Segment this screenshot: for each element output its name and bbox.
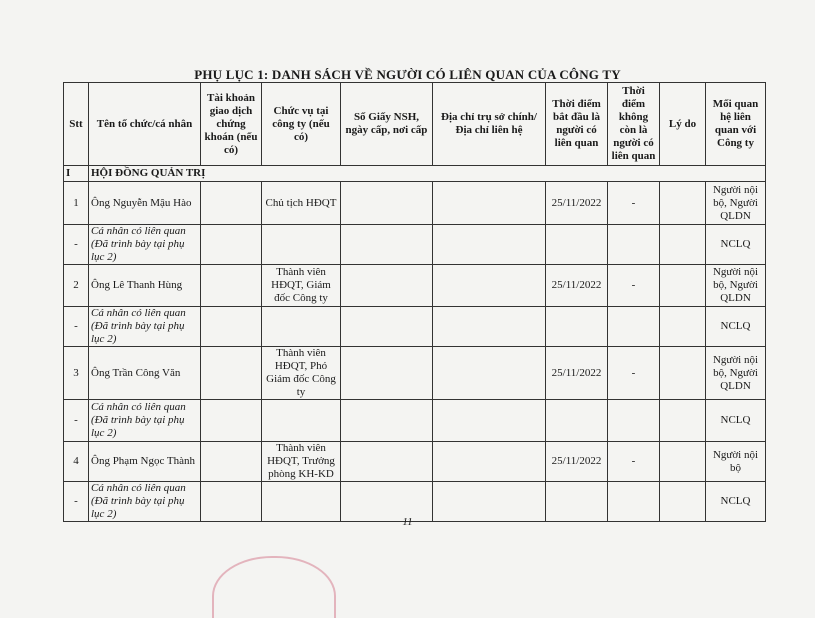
table-row bbox=[64, 347, 766, 400]
cell-end bbox=[608, 307, 660, 347]
cell-stt: - bbox=[64, 482, 89, 522]
cell-address bbox=[433, 400, 546, 442]
cell-relation: Người nội bộ, Người QLDN bbox=[706, 182, 766, 225]
page-number: 11 bbox=[402, 516, 413, 528]
cell-relation: Người nội bộ bbox=[706, 442, 766, 482]
cell-start bbox=[546, 307, 608, 347]
cell-relation: NCLQ bbox=[706, 307, 766, 347]
cell-end: - bbox=[608, 347, 660, 400]
cell-reason bbox=[660, 265, 706, 307]
cell-address bbox=[433, 265, 546, 307]
cell-start: 25/11/2022 bbox=[546, 182, 608, 225]
cell-name: Cá nhân có liên quan (Đã trình bày tại phụ lục 2) bbox=[89, 307, 201, 347]
cell-relation: NCLQ bbox=[706, 482, 766, 522]
cell-reason bbox=[660, 307, 706, 347]
cell-reason bbox=[660, 442, 706, 482]
cell-start: 25/11/2022 bbox=[546, 265, 608, 307]
cell-address bbox=[433, 442, 546, 482]
header-position: Chức vụ tại công ty (nếu có) bbox=[262, 83, 341, 166]
cell-stt: 4 bbox=[64, 442, 89, 482]
cell-start: 25/11/2022 bbox=[546, 347, 608, 400]
cell-position bbox=[262, 225, 341, 265]
header-account: Tài khoản giao dịch chứng khoán (nếu có) bbox=[201, 83, 262, 166]
table-row bbox=[64, 400, 766, 442]
cell-start: 25/11/2022 bbox=[546, 442, 608, 482]
page-title: PHỤ LỤC 1: DANH SÁCH VỀ NGƯỜI CÓ LIÊN QUAN CỦA CÔNG TY bbox=[194, 67, 621, 82]
cell-stt: 3 bbox=[64, 347, 89, 400]
header-reason: Lý do bbox=[660, 83, 706, 166]
cell-reason bbox=[660, 225, 706, 265]
cell-position bbox=[262, 307, 341, 347]
table-row bbox=[64, 307, 766, 347]
cell-account bbox=[201, 307, 262, 347]
cell-position: Thành viên HĐQT, Trưởng phòng KH-KD bbox=[262, 442, 341, 482]
cell-name: Ông Trần Công Văn bbox=[89, 347, 201, 400]
cell-name: Ông Nguyễn Mậu Hào bbox=[89, 182, 201, 225]
cell-end: - bbox=[608, 442, 660, 482]
cell-relation: NCLQ bbox=[706, 400, 766, 442]
stamp-mark bbox=[212, 556, 336, 618]
cell-name: Ông Lê Thanh Hùng bbox=[89, 265, 201, 307]
cell-reason bbox=[660, 182, 706, 225]
cell-stt: - bbox=[64, 225, 89, 265]
cell-nsh bbox=[341, 347, 433, 400]
cell-name: Ông Phạm Ngọc Thành bbox=[89, 442, 201, 482]
cell-reason bbox=[660, 347, 706, 400]
cell-position: Thành viên HĐQT, Giám đốc Công ty bbox=[262, 265, 341, 307]
header-stt: Stt bbox=[64, 83, 89, 166]
cell-stt: 1 bbox=[64, 182, 89, 225]
header-relation: Mối quan hệ liên quan với Công ty bbox=[706, 83, 766, 166]
table-row bbox=[64, 182, 766, 225]
cell-stt: - bbox=[64, 307, 89, 347]
cell-end: - bbox=[608, 182, 660, 225]
cell-position: Chủ tịch HĐQT bbox=[262, 182, 341, 225]
cell-stt: 2 bbox=[64, 265, 89, 307]
cell-account bbox=[201, 347, 262, 400]
cell-account bbox=[201, 442, 262, 482]
section-number: I bbox=[64, 166, 89, 182]
cell-start bbox=[546, 400, 608, 442]
cell-name: Cá nhân có liên quan (Đã trình bày tại phụ lục 2) bbox=[89, 482, 201, 522]
cell-end bbox=[608, 225, 660, 265]
cell-account bbox=[201, 400, 262, 442]
table-row bbox=[64, 225, 766, 265]
cell-address bbox=[433, 225, 546, 265]
cell-account bbox=[201, 182, 262, 225]
header-address: Địa chỉ trụ sở chính/Địa chỉ liên hệ bbox=[433, 83, 546, 166]
cell-address bbox=[433, 307, 546, 347]
cell-position: Thành viên HĐQT, Phó Giám đốc Công ty bbox=[262, 347, 341, 400]
cell-nsh bbox=[341, 442, 433, 482]
cell-relation: Người nội bộ, Người QLDN bbox=[706, 265, 766, 307]
cell-reason bbox=[660, 400, 706, 442]
cell-address bbox=[433, 182, 546, 225]
section-label: HỘI ĐỒNG QUẢN TRỊ bbox=[89, 166, 766, 182]
section-row bbox=[64, 166, 766, 182]
cell-name: Cá nhân có liên quan (Đã trình bày tại phụ lục 2) bbox=[89, 225, 201, 265]
cell-account bbox=[201, 225, 262, 265]
cell-nsh bbox=[341, 182, 433, 225]
cell-relation: Người nội bộ, Người QLDN bbox=[706, 347, 766, 400]
cell-nsh bbox=[341, 400, 433, 442]
cell-relation: NCLQ bbox=[706, 225, 766, 265]
table-header-row bbox=[64, 83, 766, 166]
cell-account bbox=[201, 265, 262, 307]
header-name: Tên tổ chức/cá nhân bbox=[89, 83, 201, 166]
cell-name: Cá nhân có liên quan (Đã trình bày tại phụ lục 2) bbox=[89, 400, 201, 442]
table-row bbox=[64, 442, 766, 482]
table-row bbox=[64, 265, 766, 307]
cell-end bbox=[608, 400, 660, 442]
cell-end: - bbox=[608, 265, 660, 307]
cell-stt: - bbox=[64, 400, 89, 442]
cell-start bbox=[546, 225, 608, 265]
header-nsh: Số Giấy NSH, ngày cấp, nơi cấp bbox=[341, 83, 433, 166]
related-persons-table bbox=[63, 82, 766, 522]
header-start: Thời điểm bắt đầu là người có liên quan bbox=[546, 83, 608, 166]
cell-nsh bbox=[341, 307, 433, 347]
cell-position bbox=[262, 400, 341, 442]
cell-nsh bbox=[341, 265, 433, 307]
cell-nsh bbox=[341, 225, 433, 265]
header-end: Thời điểm không còn là người có liên quan bbox=[608, 83, 660, 166]
cell-address bbox=[433, 347, 546, 400]
